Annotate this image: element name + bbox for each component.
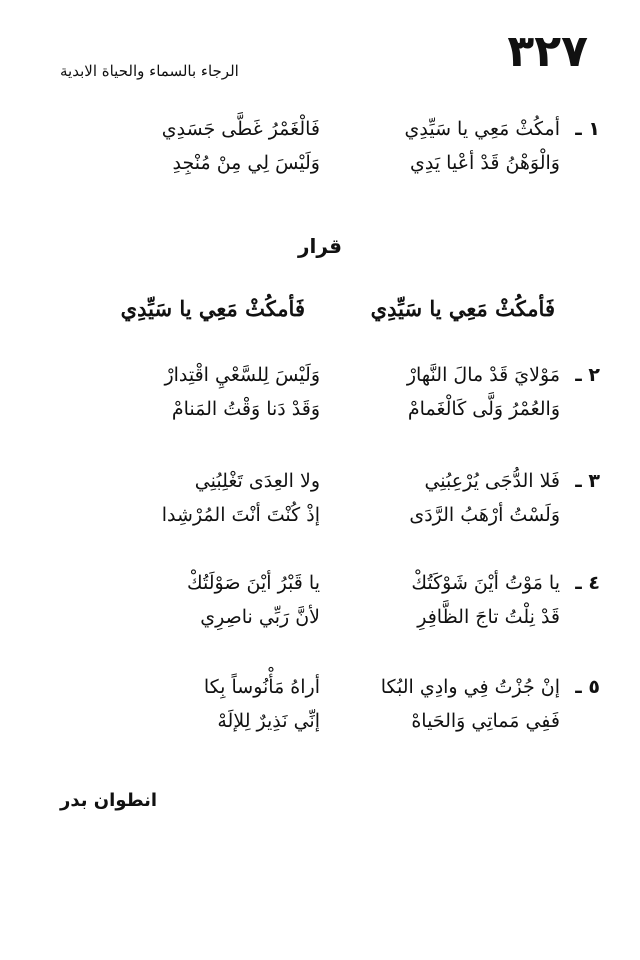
hemistich-first: وَالْوَهْنُ قَدْ أعْيا يَدِي: [410, 152, 560, 174]
hemistich-second: وَلَيْسَ لِي مِنْ مُنْجِدِ: [172, 152, 320, 174]
stanza-number: ٣ ـ: [575, 470, 600, 492]
stanza-5: [55, 676, 600, 744]
hemistich-second: وَقَدْ دَنا وَقْتُ المَنامْ: [171, 398, 320, 420]
refrain-title: قرار: [298, 234, 342, 258]
hemistich-first: مَوْلايَ قَدْ مالَ النَّهارْ: [406, 364, 560, 386]
hemistich-second: إنِّي نَذِيرٌ لِلإلَهْ: [217, 710, 320, 732]
stanza-3: [55, 470, 600, 538]
refrain-first: فَأمكُثْ مَعِي يا سَيِّدِي: [370, 296, 555, 321]
hemistich-second: إذْ كُنْتَ أنْتَ المُرْشِدا: [161, 504, 320, 526]
verse-line: [55, 152, 600, 186]
hemistich-first: إنْ جُزْتُ فِي وادِي البُكا: [380, 676, 560, 698]
running-title: الرجاء بالسماء والحياة الابدية: [60, 62, 239, 80]
stanza-number: ١ ـ: [575, 118, 600, 140]
hemistich-second: يا قَبْرُ أيْنَ صَوْلَتُكْ: [186, 572, 320, 594]
hemistich-second: ولا العِدَى تَغْلِبُنِي: [194, 470, 320, 492]
verse-line: [55, 504, 600, 538]
hemistich-first: يا مَوْتُ أيْنَ شَوْكَتُكْ: [411, 572, 560, 594]
refrain-line: [55, 296, 580, 330]
verse-line: [55, 710, 600, 744]
verse-line: [55, 118, 600, 152]
stanza-4: [55, 572, 600, 640]
stanza-number: ٢ ـ: [575, 364, 600, 386]
verse-line: [55, 470, 600, 504]
hemistich-second: فَالْغَمْرُ غَطَّى جَسَدِي: [161, 118, 320, 140]
hemistich-first: فَفِي مَماتِي وَالحَياهْ: [411, 710, 560, 732]
stanza-number: ٤ ـ: [575, 572, 600, 594]
verse-line: [55, 676, 600, 710]
hemistich-second: لأنَّ رَبِّي ناصِرِي: [200, 606, 320, 628]
hemistich-first: فَلا الدُّجَى يُرْعِبُنِي: [424, 470, 560, 492]
hemistich-first: وَلَسْتُ أرْهَبُ الرَّدَى: [409, 504, 560, 526]
stanza-1: [55, 118, 600, 186]
verse-line: [55, 606, 600, 640]
verse-line: [55, 364, 600, 398]
stanza-number: ٥ ـ: [575, 676, 600, 698]
hemistich-first: قَدْ نِلْتُ تاجَ الظَّافِرِ: [417, 606, 560, 628]
hemistich-first: أمكُثْ مَعِي يا سَيِّدِي: [404, 118, 560, 140]
verse-line: [55, 398, 600, 432]
hemistich-first: وَالعُمْرُ وَلَّى كَالْغَمامْ: [407, 398, 560, 420]
refrain: [55, 296, 580, 330]
hemistich-second: أراهُ مَأْنُوساً بِكا: [203, 676, 320, 698]
author-name: انطوان بدر: [60, 790, 158, 811]
refrain-second: فَأمكُثْ مَعِي يا سَيِّدِي: [120, 296, 305, 321]
page-number: ٣٢٧: [507, 26, 588, 77]
verse-line: [55, 572, 600, 606]
stanza-2: [55, 364, 600, 432]
hemistich-second: وَلَيْسَ لِلسَّعْيِ اقْتِدارْ: [164, 364, 320, 386]
